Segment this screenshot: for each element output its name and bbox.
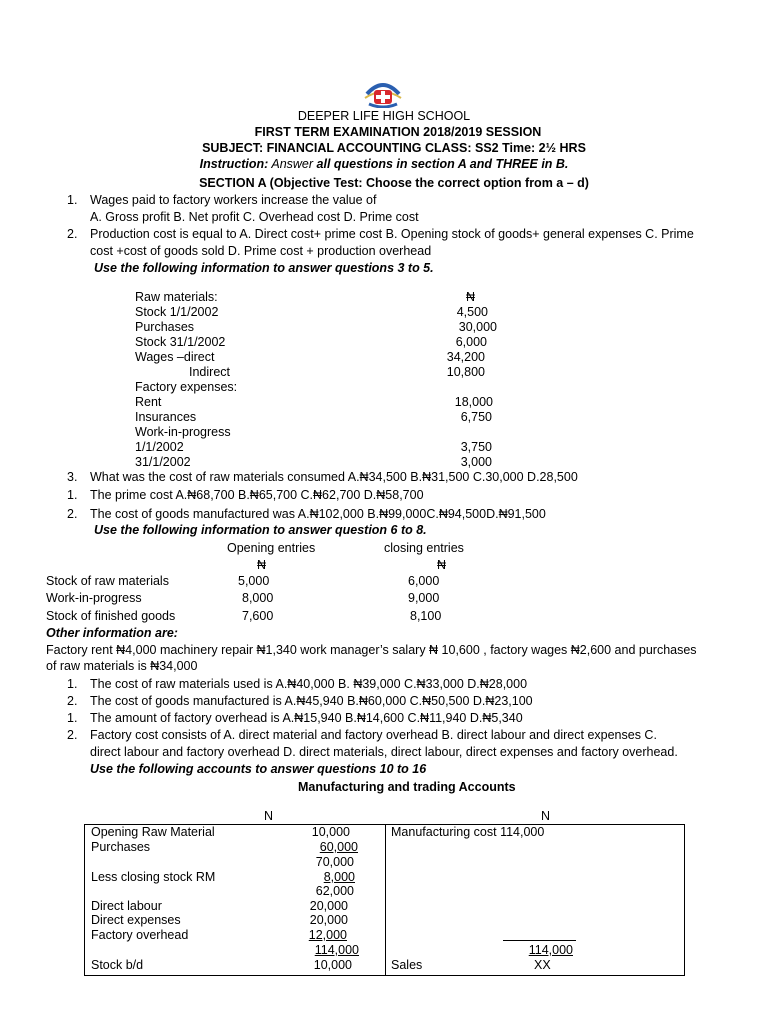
info1-row: Indirect — [189, 365, 230, 379]
instruction-answer: Answer — [268, 157, 317, 171]
acct-left-label: Direct labour — [91, 899, 162, 913]
acct-left-value: 20,000 — [309, 899, 348, 913]
section-a-heading: SECTION A (Objective Test: Choose the correct option from a – d) — [199, 176, 589, 190]
q7-text: The cost of goods manufactured is A.₦45,940 B.₦60,000 C.₦50,500 D.₦23,100 — [90, 694, 533, 708]
acct-left-value: 60,000 — [319, 840, 358, 854]
col-closing: closing entries — [384, 541, 464, 555]
school-name: DEEPER LIFE HIGH SCHOOL — [297, 109, 471, 123]
info2-open-value: 7,600 — [242, 609, 274, 623]
acct-currency-right: N — [541, 809, 551, 823]
info1-value: 6,000 — [455, 335, 487, 349]
info1-value: 30,000 — [458, 320, 497, 334]
info2-row-label: Work-in-progress — [46, 591, 142, 605]
info2-close-value: 6,000 — [408, 574, 440, 588]
use-accounts-10-16: Use the following accounts to answer questions 10 to 16 — [90, 762, 427, 776]
info1-row: 31/1/2002 — [135, 455, 191, 469]
acct-right-sales-label: Sales — [391, 958, 423, 972]
info2-row-label: Stock of finished goods — [46, 609, 176, 623]
acct-left-value: 12,000 — [308, 928, 347, 942]
q4-text: The prime cost A.₦68,700 B.₦65,700 C.₦62,700 D.₦58,700 — [90, 488, 424, 502]
acct-left-value: 8,000 — [323, 870, 355, 884]
acct-left-value: 10,000 — [313, 958, 352, 972]
q3-number: 3. — [67, 470, 78, 484]
acct-left-value: 70,000 — [315, 855, 354, 869]
info2-close-value: 9,000 — [408, 591, 440, 605]
manufacturing-trading-account — [84, 824, 685, 976]
use-info-3-5: Use the following information to answer questions 3 to 5. — [94, 261, 434, 275]
q9-number: 2. — [67, 728, 78, 742]
acct-left-label: Direct expenses — [91, 913, 181, 927]
q8-number: 1. — [67, 711, 78, 725]
other-info-title: Other information are: — [46, 626, 178, 640]
info1-value: 34,200 — [446, 350, 485, 364]
info1-row: Wages –direct — [135, 350, 215, 364]
acct-right-sales-value: XX — [534, 958, 551, 972]
acct-left-value: 20,000 — [309, 913, 348, 927]
q3-text: What was the cost of raw materials consumed A.₦34,500 B.₦31,500 C.30,000 D.28,500 — [90, 470, 578, 484]
q9-text: Factory cost consists of A. direct material and factory overhead B. direct labour and direct expenses C. — [90, 728, 657, 742]
q1-options: A. Gross profit B. Net profit C. Overhead cost D. Prime cost — [90, 210, 419, 224]
q5-number: 2. — [67, 507, 78, 521]
acct-right-rule — [503, 940, 576, 941]
accounts-title: Manufacturing and trading Accounts — [298, 780, 516, 794]
info2-close-value: 8,100 — [410, 609, 442, 623]
info1-currency: ₦ — [466, 290, 476, 304]
info1-value: 18,000 — [454, 395, 493, 409]
info1-value: 10,800 — [446, 365, 485, 379]
q8-text: The amount of factory overhead is A.₦15,940 B.₦14,600 C.₦11,940 D.₦5,340 — [90, 711, 523, 725]
info2-currency-open: ₦ — [257, 558, 267, 572]
q6-number: 1. — [67, 677, 78, 691]
q1-number: 1. — [67, 193, 78, 207]
q9-text-cont: direct labour and factory overhead D. direct materials, direct labour, direct expenses and factory overhead. — [90, 745, 678, 759]
instruction — [0, 157, 768, 172]
school-logo — [361, 80, 405, 108]
acct-right-total: 114,000 — [528, 943, 573, 957]
info1-row: Work-in-progress — [135, 425, 231, 439]
acct-left-label: Less closing stock RM — [91, 870, 216, 884]
acct-right-manufacturing-cost: Manufacturing cost 114,000 — [391, 825, 545, 839]
info1-row: Raw materials: — [135, 290, 218, 304]
info1-row: Stock 31/1/2002 — [135, 335, 226, 349]
info1-row: Stock 1/1/2002 — [135, 305, 219, 319]
acct-left-label: Factory overhead — [91, 928, 189, 942]
q2-number: 2. — [67, 227, 78, 241]
info1-value: 3,000 — [460, 455, 492, 469]
info1-row: Insurances — [135, 410, 197, 424]
acct-left-value: 114,000 — [314, 943, 359, 957]
info1-value: 4,500 — [456, 305, 488, 319]
instruction-text: all questions in section A and THREE in B. — [316, 157, 569, 171]
acct-left-label: Purchases — [91, 840, 151, 854]
info1-row: Rent — [135, 395, 162, 409]
other-info-text-cont: of raw materials is ₦34,000 — [46, 659, 198, 673]
subject-line: SUBJECT: FINANCIAL ACCOUNTING CLASS: SS2 Time: 2½ HRS — [202, 141, 586, 155]
q7-number: 2. — [67, 694, 78, 708]
q1-text: Wages paid to factory workers increase the value of — [90, 193, 377, 207]
info2-open-value: 8,000 — [242, 591, 274, 605]
info1-row: Factory expenses: — [135, 380, 238, 394]
info1-row: Purchases — [135, 320, 195, 334]
instruction-label: Instruction: — [199, 157, 269, 171]
q2-text: Production cost is equal to A. Direct cost+ prime cost B. Opening stock of goods+ general expenses C. Prime — [90, 227, 694, 241]
info1-row: 1/1/2002 — [135, 440, 184, 454]
acct-left-value: 10,000 — [311, 825, 350, 839]
exam-title: FIRST TERM EXAMINATION 2018/2019 SESSION — [254, 125, 542, 139]
q6-text: The cost of raw materials used is A.₦40,000 B. ₦39,000 C.₦33,000 D.₦28,000 — [90, 677, 528, 691]
acct-left-value: 62,000 — [315, 884, 354, 898]
info2-row-label: Stock of raw materials — [46, 574, 169, 588]
info2-currency-close: ₦ — [437, 558, 447, 572]
q5-text: The cost of goods manufactured was A.₦102,000 B.₦99,000C.₦94,500D.₦91,500 — [90, 507, 546, 521]
acct-left-label: Opening Raw Material — [91, 825, 215, 839]
other-info-text: Factory rent ₦4,000 machinery repair ₦1,340 work manager’s salary ₦ 10,600 , factory wages ₦2,600 and purchases — [46, 643, 697, 657]
q2-text-cont: cost +cost of goods sold D. Prime cost + production overhead — [90, 244, 432, 258]
col-opening: Opening entries — [227, 541, 316, 555]
info2-open-value: 5,000 — [238, 574, 270, 588]
use-info-6-8: Use the following information to answer question 6 to 8. — [94, 523, 427, 537]
q4-number: 1. — [67, 488, 78, 502]
acct-left-label: Stock b/d — [91, 958, 144, 972]
info1-value: 3,750 — [460, 440, 492, 454]
info1-value: 6,750 — [460, 410, 492, 424]
acct-currency-left: N — [264, 809, 274, 823]
